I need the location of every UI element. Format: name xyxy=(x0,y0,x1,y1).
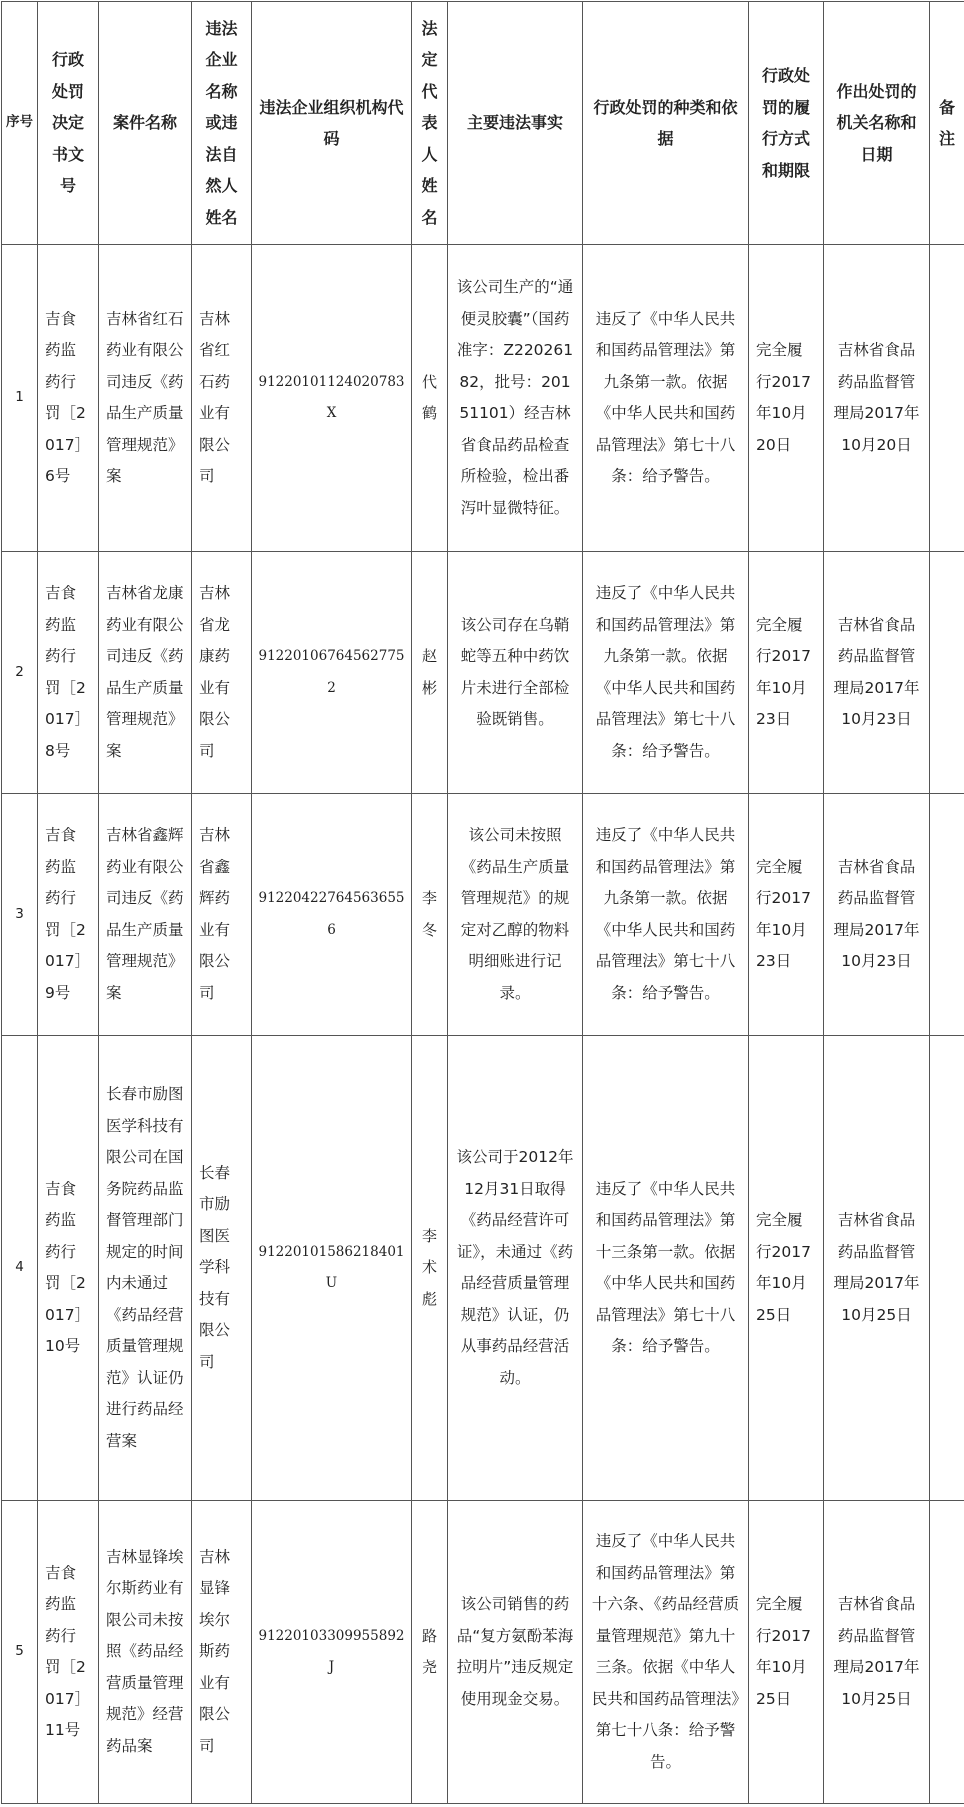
row-remarks xyxy=(930,794,964,1036)
table-row xyxy=(2,245,964,552)
row-remarks xyxy=(930,1036,964,1501)
row-authority-date: 吉林省食品药品监督管理局2017年10月25日 xyxy=(824,1501,930,1804)
row-fulfillment: 完全履行2017年10月23日 xyxy=(749,552,824,794)
row-authority-date: 吉林省食品药品监督管理局2017年10月23日 xyxy=(824,552,930,794)
row-fulfillment: 完全履行2017年10月25日 xyxy=(749,1501,824,1804)
row-authority-date: 吉林省食品药品监督管理局2017年10月25日 xyxy=(824,1036,930,1501)
row-main-facts: 该公司销售的药品“复方氨酚苯海拉明片”违反规定使用现金交易。 xyxy=(448,1501,583,1804)
row-penalty-basis: 违反了《中华人民共和国药品管理法》第九条第一款。依据《中华人民共和国药品管理法》第七十八条：给予警告。 xyxy=(583,245,749,552)
header-entity-name: 违法企业名称或违法自然人姓名 xyxy=(192,2,252,245)
row-seq: 4 xyxy=(2,1036,38,1501)
row-fulfillment: 完全履行2017年10月25日 xyxy=(749,1036,824,1501)
row-penalty-basis: 违反了《中华人民共和国药品管理法》第九条第一款。依据《中华人民共和国药品管理法》第七十八条：给予警告。 xyxy=(583,794,749,1036)
row-legal-rep: 赵彬 xyxy=(412,552,448,794)
row-main-facts: 该公司存在乌鞘蛇等五种中药饮片未进行全部检验既销售。 xyxy=(448,552,583,794)
row-remarks xyxy=(930,245,964,552)
row-entity-name: 吉林省红石药业有限公司 xyxy=(192,245,252,552)
header-authority-date: 作出处罚的机关名称和日期 xyxy=(824,2,930,245)
row-doc-number: 吉食药监药行罚［2017］6号 xyxy=(38,245,99,552)
row-doc-number: 吉食药监药行罚［2017］9号 xyxy=(38,794,99,1036)
row-legal-rep: 李冬 xyxy=(412,794,448,1036)
row-penalty-basis: 违反了《中华人民共和国药品管理法》第十三条第一款。依据《中华人民共和国药品管理法》第七十八条：给予警告。 xyxy=(583,1036,749,1501)
header-row xyxy=(2,2,964,245)
row-remarks xyxy=(930,1501,964,1804)
row-main-facts: 该公司未按照《药品生产质量管理规范》的规定对乙醇的物料明细账进行记录。 xyxy=(448,794,583,1036)
row-fulfillment: 完全履行2017年10月20日 xyxy=(749,245,824,552)
row-seq: 1 xyxy=(2,245,38,552)
header-penalty-basis: 行政处罚的种类和依据 xyxy=(583,2,749,245)
row-fulfillment: 完全履行2017年10月23日 xyxy=(749,794,824,1036)
row-org-code: 912204227645636556 xyxy=(252,794,412,1036)
row-seq: 5 xyxy=(2,1501,38,1804)
row-org-code: 91220101124020783X xyxy=(252,245,412,552)
row-doc-number: 吉食药监药行罚［2017］8号 xyxy=(38,552,99,794)
row-entity-name: 吉林省鑫辉药业有限公司 xyxy=(192,794,252,1036)
row-org-code: 912201067645627752 xyxy=(252,552,412,794)
row-case-name: 长春市励图医学科技有限公司在国务院药品监督管理部门规定的时间内未通过《药品经营质量管理规范》认证仍进行药品经营案 xyxy=(99,1036,192,1501)
table-row xyxy=(2,552,964,794)
row-main-facts: 该公司于2012年12月31日取得《药品经营许可证》，未通过《药品经营质量管理规范》认证，仍从事药品经营活动。 xyxy=(448,1036,583,1501)
row-case-name: 吉林省红石药业有限公司违反《药品生产质量管理规范》案 xyxy=(99,245,192,552)
header-case-name: 案件名称 xyxy=(99,2,192,245)
row-penalty-basis: 违反了《中华人民共和国药品管理法》第十六条、《药品经营质量管理规范》第九十三条。依据《中华人民共和国药品管理法》第七十八条：给予警告。 xyxy=(583,1501,749,1804)
row-authority-date: 吉林省食品药品监督管理局2017年10月23日 xyxy=(824,794,930,1036)
table-row xyxy=(2,794,964,1036)
row-doc-number: 吉食药监药行罚［2017］11号 xyxy=(38,1501,99,1804)
header-remarks: 备注 xyxy=(930,2,964,245)
header-org-code: 违法企业组织机构代码 xyxy=(252,2,412,245)
header-legal-rep: 法定代表人姓名 xyxy=(412,2,448,245)
table-row xyxy=(2,1036,964,1501)
row-doc-number: 吉食药监药行罚［2017］10号 xyxy=(38,1036,99,1501)
row-case-name: 吉林省鑫辉药业有限公司违反《药品生产质量管理规范》案 xyxy=(99,794,192,1036)
header-fulfillment: 行政处罚的履行方式和期限 xyxy=(749,2,824,245)
header-doc-number: 行政处罚决定书文号 xyxy=(38,2,99,245)
header-seq: 序号 xyxy=(2,2,38,245)
row-org-code: 91220101586218401U xyxy=(252,1036,412,1501)
row-seq: 2 xyxy=(2,552,38,794)
table-row xyxy=(2,1501,964,1804)
row-entity-name: 吉林省龙康药业有限公司 xyxy=(192,552,252,794)
row-entity-name: 长春市励图医学科技有限公司 xyxy=(192,1036,252,1501)
row-org-code: 91220103309955892J xyxy=(252,1501,412,1804)
row-legal-rep: 路尧 xyxy=(412,1501,448,1804)
row-case-name: 吉林省龙康药业有限公司违反《药品生产质量管理规范》案 xyxy=(99,552,192,794)
row-penalty-basis: 违反了《中华人民共和国药品管理法》第九条第一款。依据《中华人民共和国药品管理法》第七十八条：给予警告。 xyxy=(583,552,749,794)
row-remarks xyxy=(930,552,964,794)
row-legal-rep: 代鹤 xyxy=(412,245,448,552)
penalty-table xyxy=(1,1,964,1804)
row-main-facts: 该公司生产的“通便灵胶囊”（国药准字：Z22026182，批号：20151101）经吉林省食品药品检查所检验，检出番泻叶显微特征。 xyxy=(448,245,583,552)
row-legal-rep: 李术彪 xyxy=(412,1036,448,1501)
row-seq: 3 xyxy=(2,794,38,1036)
header-main-facts: 主要违法事实 xyxy=(448,2,583,245)
row-entity-name: 吉林显锋埃尔斯药业有限公司 xyxy=(192,1501,252,1804)
row-case-name: 吉林显锋埃尔斯药业有限公司未按照《药品经营质量管理规范》经营药品案 xyxy=(99,1501,192,1804)
row-authority-date: 吉林省食品药品监督管理局2017年10月20日 xyxy=(824,245,930,552)
